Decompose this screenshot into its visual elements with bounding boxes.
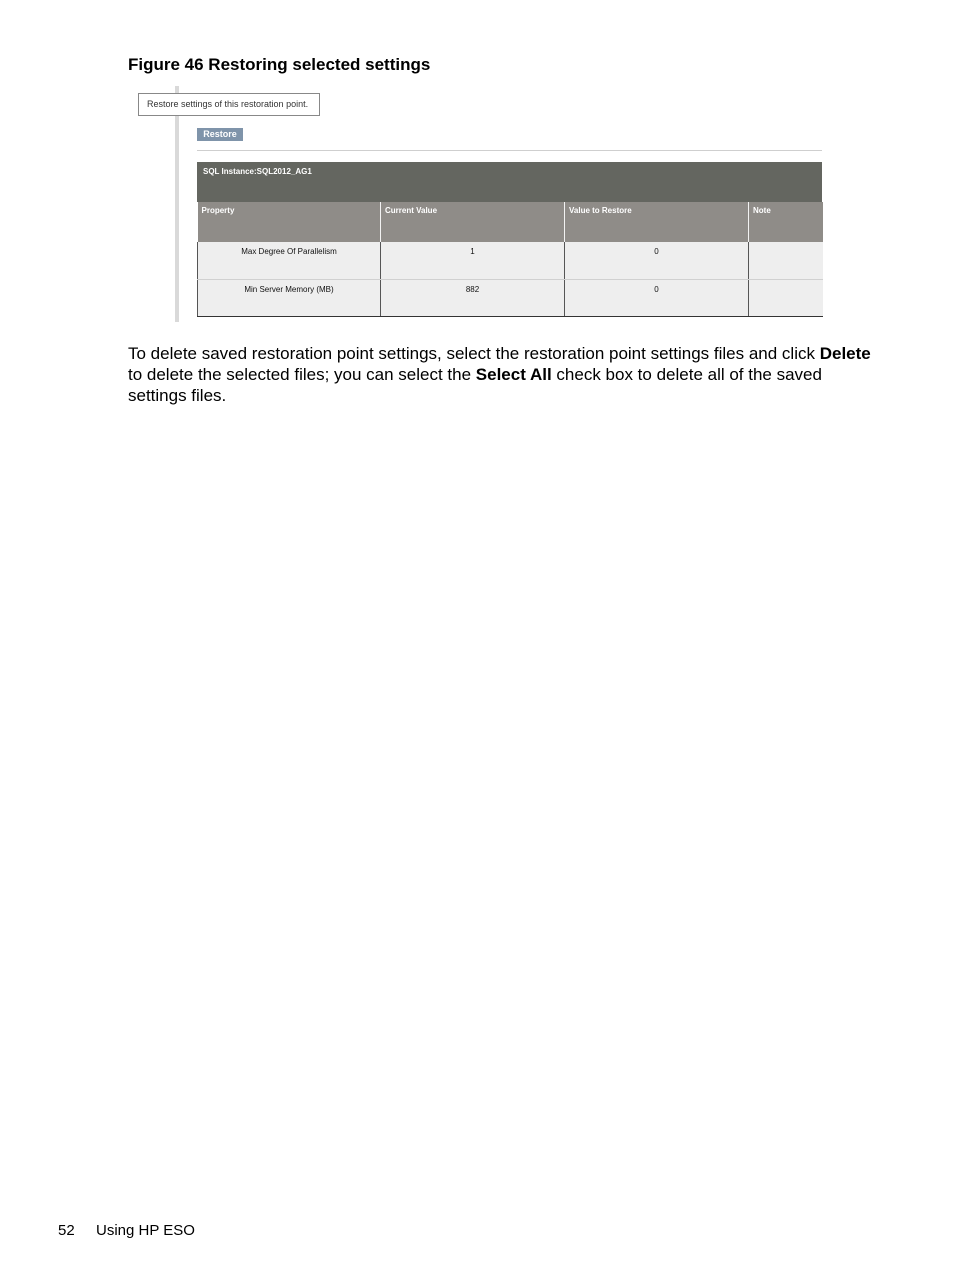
- body-paragraph: [128, 343, 873, 406]
- figure-screenshot: [128, 86, 828, 326]
- cell-property: Min Server Memory (MB): [198, 279, 381, 316]
- cell-current-value: 882: [381, 279, 565, 316]
- cell-property: Max Degree Of Parallelism: [198, 242, 381, 279]
- delete-term: Delete: [819, 344, 871, 363]
- cell-note: [749, 242, 823, 279]
- select-all-term: Select All: [475, 365, 552, 384]
- body-text: to delete the selected files; you can select the: [128, 365, 476, 384]
- page-footer: [58, 1222, 195, 1239]
- body-text: To delete saved restoration point settings, select the restoration point settings files and click: [128, 344, 820, 363]
- settings-table: [197, 202, 823, 317]
- instance-header: SQL Instance:SQL2012_AG1: [197, 162, 822, 202]
- table-header-row: [198, 202, 823, 242]
- divider: [197, 150, 822, 151]
- column-header-property: Property: [198, 202, 381, 242]
- column-header-value-to-restore: Value to Restore: [565, 202, 749, 242]
- body-text: check box to delete all of the saved settings files.: [128, 365, 822, 405]
- restore-button[interactable]: Restore: [197, 128, 243, 141]
- cell-value-to-restore: 0: [565, 242, 749, 279]
- cell-current-value: 1: [381, 242, 565, 279]
- settings-table-panel: [197, 150, 822, 317]
- cell-value-to-restore: 0: [565, 279, 749, 316]
- restore-tooltip: Restore settings of this restoration point.: [138, 93, 320, 116]
- cell-note: [749, 279, 823, 316]
- column-header-current-value: Current Value: [381, 202, 565, 242]
- table-row[interactable]: [198, 242, 823, 279]
- page-number: 52: [58, 1222, 75, 1239]
- left-border-bar: [175, 86, 179, 322]
- table-row[interactable]: [198, 279, 823, 316]
- column-header-note: Note: [749, 202, 823, 242]
- footer-section: Using HP ESO: [96, 1222, 195, 1239]
- figure-caption: Figure 46 Restoring selected settings: [128, 55, 431, 74]
